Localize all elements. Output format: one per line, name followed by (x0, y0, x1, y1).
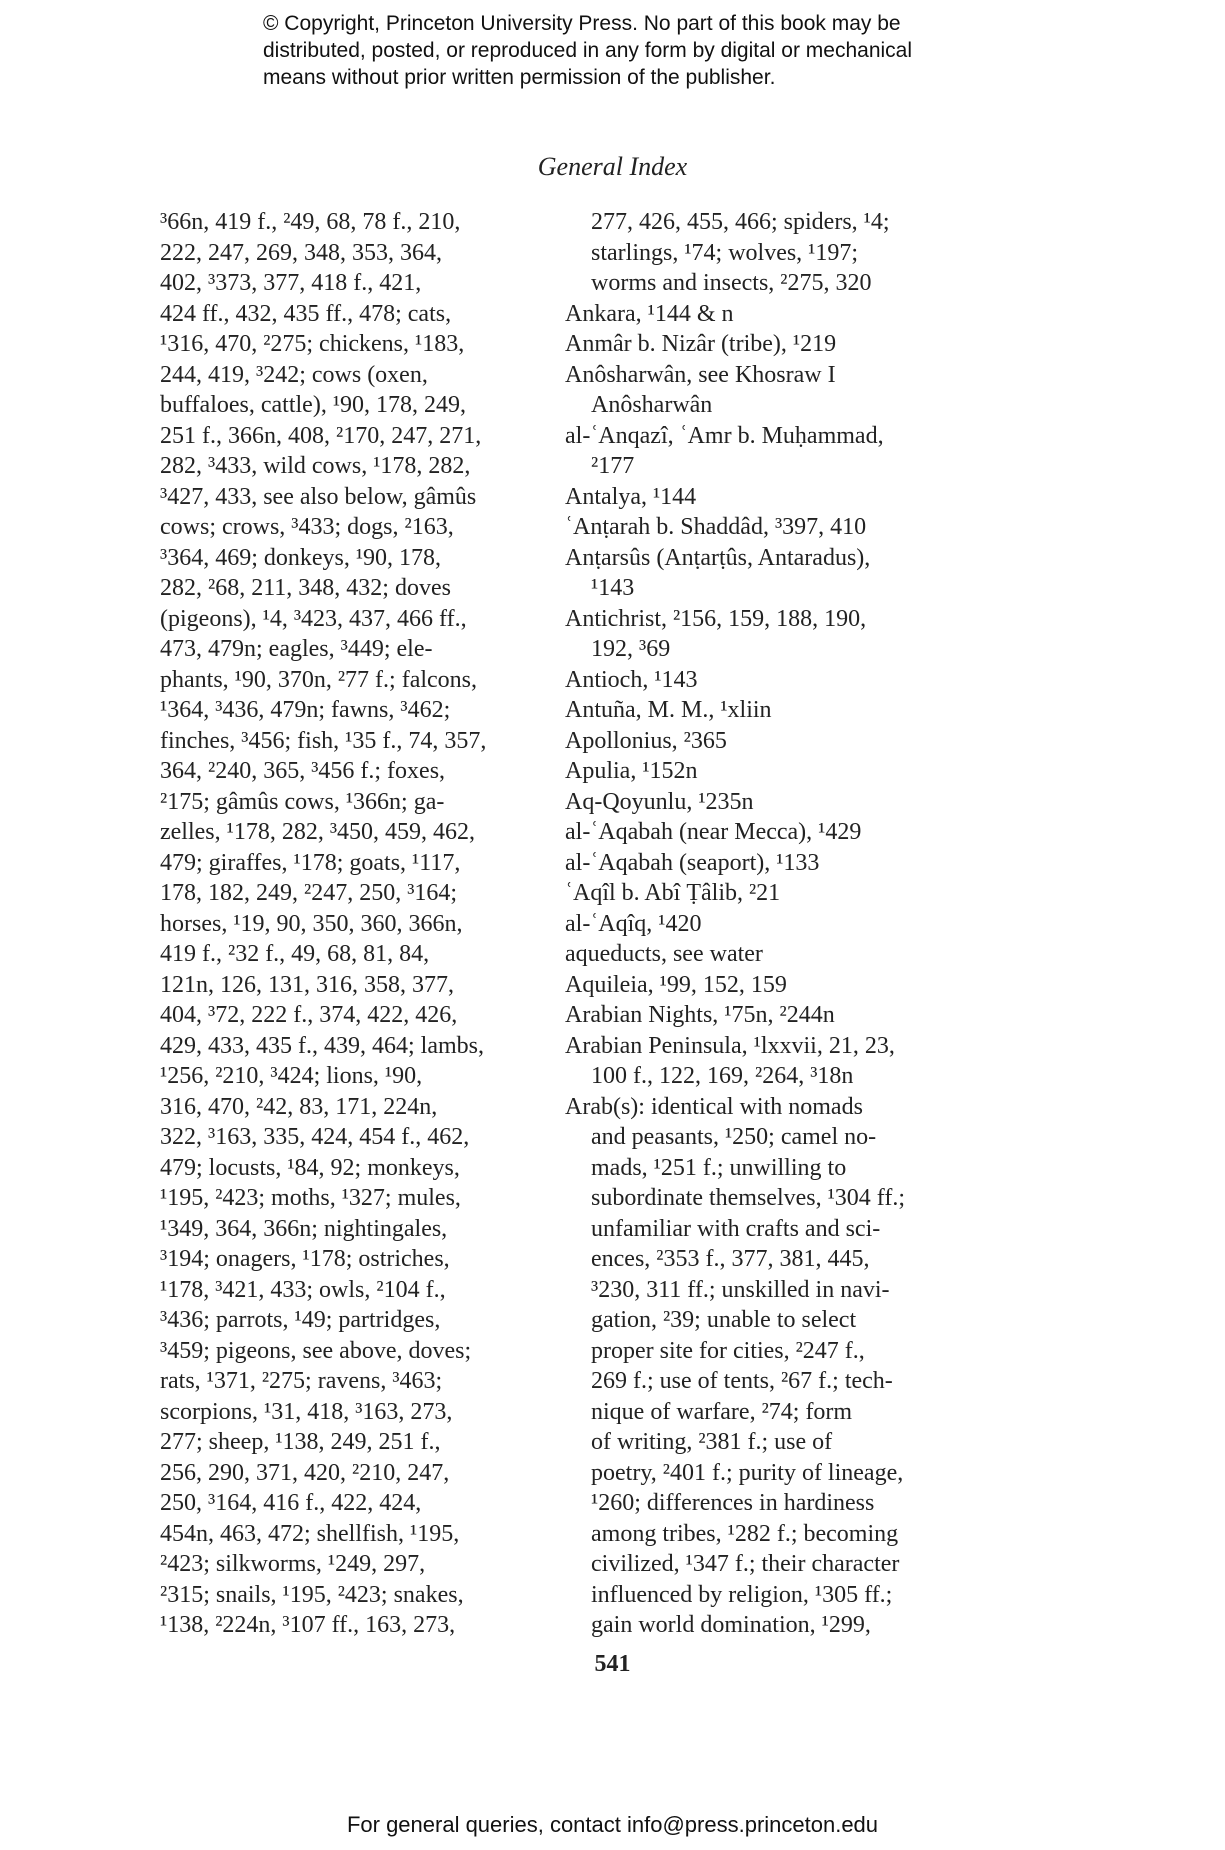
index-line: 100 f., 122, 169, ²264, ³18n (591, 1063, 854, 1089)
index-line: subordinate themselves, ¹304 ff.; (591, 1185, 906, 1211)
index-line: ¹195, ²423; moths, ¹327; mules, (160, 1185, 461, 1211)
index-line: ¹143 (591, 575, 635, 601)
index-line: of writing, ²381 f.; use of (591, 1429, 833, 1455)
index-line: poetry, ²401 f.; purity of lineage, (591, 1459, 904, 1486)
index-line: worms and insects, ²275, 320 (591, 270, 872, 296)
index-line: ¹316, 470, ²275; chickens, ¹183, (160, 331, 465, 357)
index-line: ³427, 433, see also below, gâmûs (160, 483, 477, 510)
index-line: ²315; snails, ¹195, ²423; snakes, (160, 1581, 464, 1608)
index-line: 404, ³72, 222 f., 374, 422, 426, (160, 1002, 458, 1028)
index-line: unfamiliar with crafts and sci- (591, 1215, 881, 1242)
index-line: ³459; pigeons, see above, doves; (160, 1337, 472, 1364)
index-line: and peasants, ¹250; camel no- (591, 1124, 877, 1150)
index-line: al-ʿAqabah (near Mecca), ¹429 (565, 819, 862, 845)
index-line: ¹349, 364, 366n; nightingales, (160, 1215, 448, 1242)
index-line: proper site for cities, ²247 f., (591, 1337, 865, 1364)
index-line: 424 ff., 432, 435 ff., 478; cats, (160, 300, 452, 327)
index-line: 178, 182, 249, ²247, 250, ³164; (160, 880, 458, 906)
index-line: Anôsharwân (591, 392, 713, 418)
index-line: Aq-Qoyunlu, ¹235n (565, 788, 754, 815)
index-line: Ankara, ¹144 & n (565, 300, 734, 327)
index-line: Anmâr b. Nizâr (tribe), ¹219 (565, 331, 837, 357)
index-line: 256, 290, 371, 420, ²210, 247, (160, 1459, 450, 1486)
index-column-left (160, 207, 552, 1641)
index-line: 269 f.; use of tents, ²67 f.; tech- (591, 1368, 893, 1394)
index-line: ³194; onagers, ¹178; ostriches, (160, 1246, 450, 1272)
index-line: mads, ¹251 f.; unwilling to (591, 1154, 847, 1181)
index-line: 473, 479n; eagles, ³449; ele- (160, 636, 433, 662)
index-line: 192, ³69 (591, 636, 671, 662)
index-line: cows; crows, ³433; dogs, ²163, (160, 514, 454, 540)
index-line: ʿAqîl b. Abî Ṭâlib, ²21 (565, 880, 781, 906)
index-line: scorpions, ¹31, 418, ³163, 273, (160, 1398, 453, 1425)
index-line: 277; sheep, ¹138, 249, 251 f., (160, 1429, 441, 1455)
index-line: aqueducts, see water (565, 941, 763, 967)
index-line: 251 f., 366n, 408, ²170, 247, 271, (160, 422, 482, 449)
index-line: ¹178, ³421, 433; owls, ²104 f., (160, 1276, 446, 1303)
index-line: ¹260; differences in hardiness (591, 1490, 875, 1516)
index-line: 479; locusts, ¹84, 92; monkeys, (160, 1154, 460, 1181)
index-line: Anṭarsûs (Anṭarṭûs, Antaradus), (565, 544, 871, 571)
index-line: ³436; parrots, ¹49; partridges, (160, 1307, 441, 1333)
index-line: 222, 247, 269, 348, 353, 364, (160, 239, 442, 266)
index-line: ³66n, 419 f., ²49, 68, 78 f., 210, (160, 209, 461, 235)
index-line: phants, ¹90, 370n, ²77 f.; falcons, (160, 666, 478, 693)
index-line: ¹364, ³436, 479n; fawns, ³462; (160, 697, 451, 723)
index-line: 316, 470, ²42, 83, 171, 224n, (160, 1093, 438, 1120)
index-line: ²175; gâmûs cows, ¹366n; ga- (160, 788, 445, 815)
page-number: 541 (594, 1651, 631, 1677)
index-line: Arabian Nights, ¹75n, ²244n (565, 1002, 835, 1028)
index-line: gain world domination, ¹299, (591, 1612, 871, 1638)
index-line: rats, ¹371, ²275; ravens, ³463; (160, 1368, 443, 1394)
index-line: ¹256, ²210, ³424; lions, ¹90, (160, 1063, 423, 1089)
copyright-notice (263, 10, 1023, 91)
index-line: 244, 419, ³242; cows (oxen, (160, 361, 428, 388)
index-line: Antalya, ¹144 (565, 483, 697, 510)
index-line: ²177 (591, 453, 635, 479)
index-line: Apulia, ¹152n (565, 758, 698, 784)
index-line: Antuña, M. M., ¹xliin (565, 697, 772, 723)
index-line: 250, ³164, 416 f., 422, 424, (160, 1490, 422, 1516)
index-line: Anôsharwân, see Khosraw I (565, 361, 836, 388)
copyright-line: © Copyright, Princeton University Press. No part of this book may be (263, 12, 901, 35)
index-line: 479; giraffes, ¹178; goats, ¹117, (160, 849, 461, 876)
index-line: 322, ³163, 335, 424, 454 f., 462, (160, 1124, 470, 1150)
index-line: buffaloes, cattle), ¹90, 178, 249, (160, 392, 467, 418)
index-line: Antioch, ¹143 (565, 666, 698, 693)
index-line: Antichrist, ²156, 159, 188, 190, (565, 605, 867, 632)
index-line: 429, 433, 435 f., 439, 464; lambs, (160, 1032, 484, 1059)
index-line: 419 f., ²32 f., 49, 68, 81, 84, (160, 941, 430, 967)
index-line: 277, 426, 455, 466; spiders, ¹4; (591, 209, 890, 235)
index-column-right (565, 207, 965, 1641)
index-line: al-ʿAqîq, ¹420 (565, 910, 702, 937)
index-line: (pigeons), ¹4, ³423, 437, 466 ff., (160, 605, 467, 632)
index-line: finches, ³456; fish, ¹35 f., 74, 357, (160, 727, 487, 754)
index-line: ³364, 469; donkeys, ¹90, 178, (160, 544, 442, 571)
index-line: Apollonius, ²365 (565, 727, 727, 754)
index-line: Arabian Peninsula, ¹lxxvii, 21, 23, (565, 1032, 895, 1059)
index-line: ¹138, ²224n, ³107 ff., 163, 273, (160, 1612, 456, 1638)
copyright-line: means without prior written permission of the publisher. (263, 66, 776, 89)
index-line: 282, ³433, wild cows, ¹178, 282, (160, 453, 471, 479)
index-line: gation, ²39; unable to select (591, 1307, 857, 1333)
index-line: civilized, ¹347 f.; their character (591, 1551, 900, 1577)
index-line: al-ʿAqabah (seaport), ¹133 (565, 849, 820, 876)
index-line: 121n, 126, 131, 316, 358, 377, (160, 971, 454, 998)
index-line: Arab(s): identical with nomads (565, 1093, 863, 1120)
index-line: ³230, 311 ff.; unskilled in navi- (591, 1276, 890, 1303)
index-line: influenced by religion, ¹305 ff.; (591, 1581, 893, 1608)
index-line: starlings, ¹74; wolves, ¹197; (591, 239, 859, 266)
index-line: zelles, ¹178, 282, ³450, 459, 462, (160, 819, 476, 845)
copyright-line: distributed, posted, or reproduced in any form by digital or mechanical (263, 39, 913, 62)
footer-contact: For general queries, contact info@press.princeton.edu (346, 1812, 879, 1837)
index-line: al-ʿAnqazî, ʿAmr b. Muḥammad, (565, 422, 884, 449)
index-line: nique of warfare, ²74; form (591, 1398, 853, 1425)
index-line: Aquileia, ¹99, 152, 159 (565, 971, 787, 998)
index-line: 282, ²68, 211, 348, 432; doves (160, 575, 451, 601)
index-line: ²423; silkworms, ¹249, 297, (160, 1551, 426, 1577)
index-line: ʿAnṭarah b. Shaddâd, ³397, 410 (565, 514, 867, 540)
index-line: ences, ²353 f., 377, 381, 445, (591, 1246, 870, 1272)
index-line: 364, ²240, 365, ³456 f.; foxes, (160, 758, 446, 784)
index-line: horses, ¹19, 90, 350, 360, 366n, (160, 910, 463, 937)
index-line: 454n, 463, 472; shellfish, ¹195, (160, 1520, 460, 1547)
index-line: among tribes, ¹282 f.; becoming (591, 1520, 899, 1547)
page-title: General Index (537, 152, 688, 181)
index-line: 402, ³373, 377, 418 f., 421, (160, 270, 422, 296)
